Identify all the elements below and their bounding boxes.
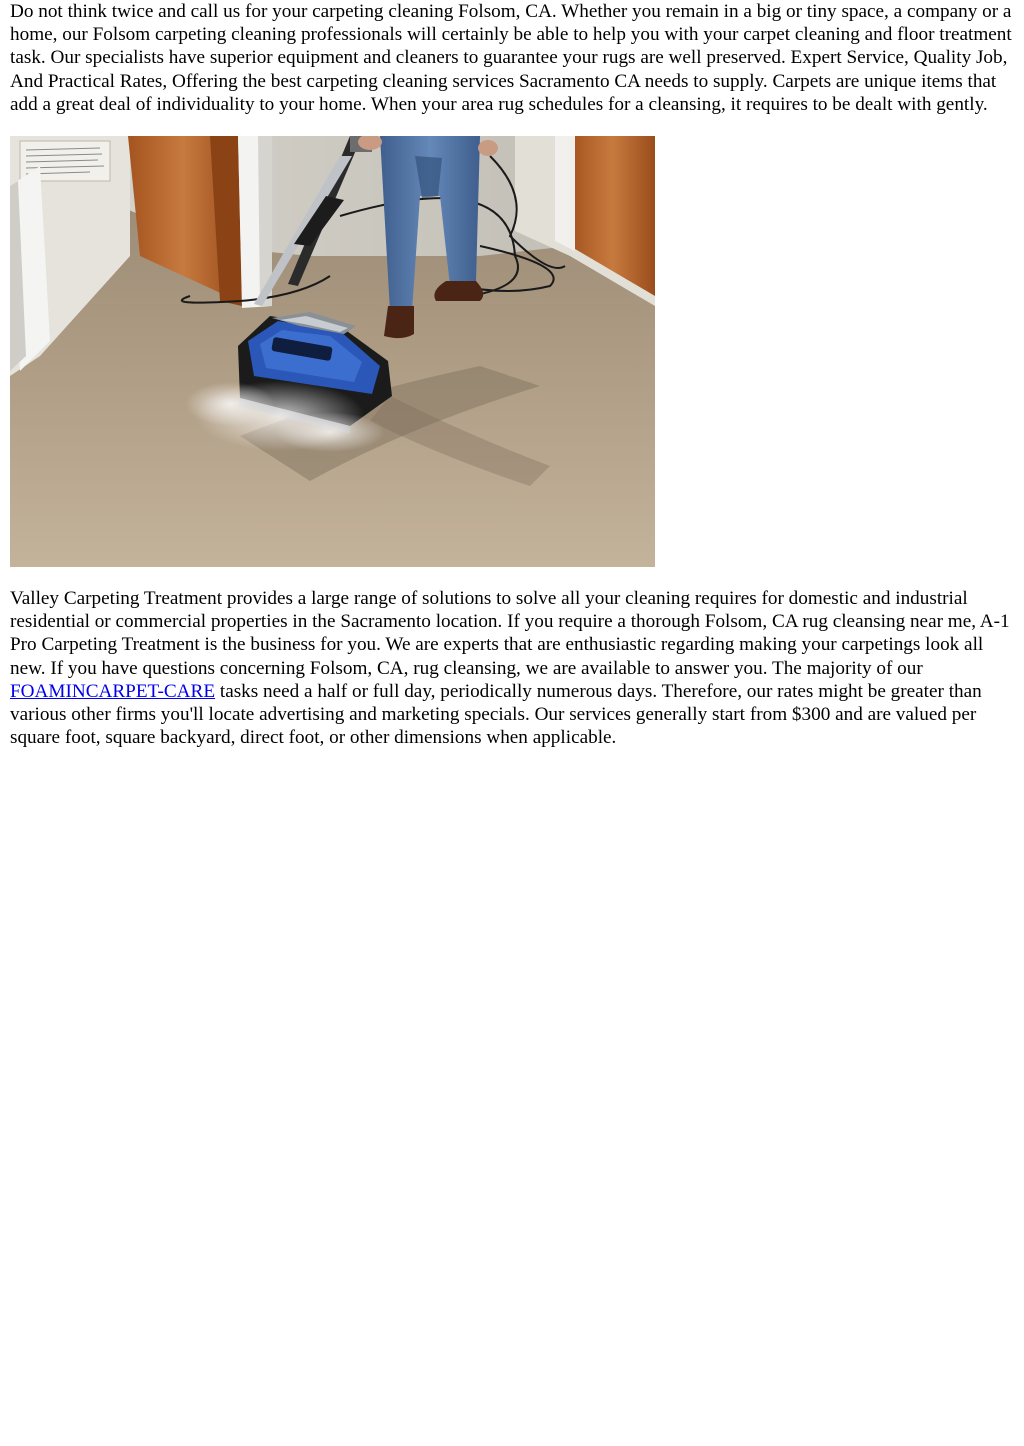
carpet-cleaning-photo: [10, 136, 655, 567]
services-text-after-link: tasks need a half or full day, periodically numerous days. Therefore, our rates might be greater than various other firms you'll locate advertising and marketing specials. Our services generally start from $300 and are valued per square foot, square backyard, direct foot, or other dimensions when applicable.: [10, 680, 982, 749]
intro-paragraph: Do not think twice and call us for your carpeting cleaning Folsom, CA. Whether you remain in a big or tiny space, a company or a home, our Folsom carpeting cleaning professionals will certainly be able to help you with your carpet cleaning and floor treatment task. Our specialists have superior equipment and cleaners to guarantee your rugs are well preserved. Expert Service, Quality Job, And Practical Rates, Offering the best carpeting cleaning services Sacramento CA needs to supply. Carpets are unique items that add a great deal of individuality to your home. When your area rug schedules for a cleansing, it requires to be dealt with gently.: [10, 1, 1012, 115]
foamincarpet-care-link[interactable]: FOAMINCARPET-CARE: [10, 680, 216, 702]
document-page: [10, 0, 1016, 749]
services-paragraph: [10, 587, 1016, 749]
services-text-before-link: Valley Carpeting Treatment provides a large range of solutions to solve all your cleaning requires for domestic and industrial residential or commercial properties in the Sacramento location. If you require a thorough Folsom, CA rug cleansing near me, A-1 Pro Carpeting Treatment is the business for you. We are experts that are enthusiastic regarding making your carpetings look all new. If you have questions concerning Folsom, CA, rug cleansing, we are available to answer you. The majority of our: [10, 588, 1010, 679]
carpet-cleaning-illustration: [10, 136, 655, 567]
